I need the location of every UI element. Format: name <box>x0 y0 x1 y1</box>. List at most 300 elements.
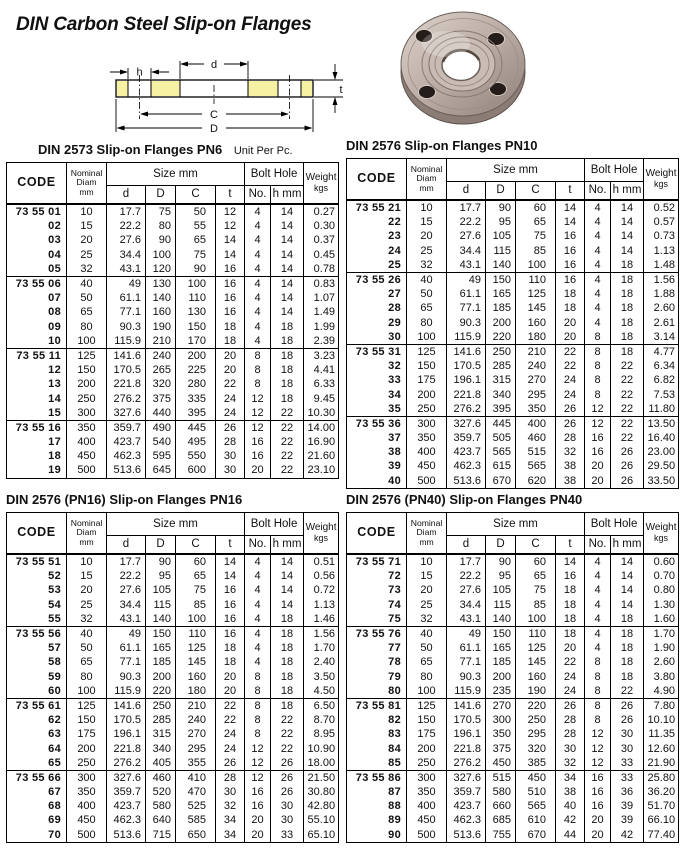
value-cell: 445 <box>486 416 516 431</box>
value-cell: 43.1 <box>107 262 146 277</box>
value-cell: 115.9 <box>107 334 146 349</box>
value-cell: 221.8 <box>447 741 486 755</box>
bolt-hole <box>488 33 505 46</box>
value-cell: 65 <box>67 655 107 669</box>
dim-label-c: C <box>210 109 218 121</box>
value-cell: 29.50 <box>644 459 679 473</box>
value-cell: 4 <box>245 334 271 349</box>
col-header-D: D <box>146 536 176 555</box>
col-header-nominal-diam <box>407 513 447 555</box>
value-cell: 150 <box>146 626 176 641</box>
table-row <box>7 583 339 597</box>
value-cell: 100 <box>146 248 176 262</box>
col-header-nominal-diam <box>407 159 447 201</box>
value-cell: 620 <box>516 474 556 489</box>
value-cell: 1.49 <box>304 305 339 319</box>
value-cell: 18 <box>611 258 644 273</box>
value-cell: 12 <box>216 204 245 219</box>
value-cell: 14 <box>271 262 304 277</box>
header-line: Nominal <box>410 518 443 529</box>
value-cell: 43.1 <box>447 612 486 627</box>
value-cell: 4 <box>585 200 611 215</box>
value-cell: 0.52 <box>644 200 679 215</box>
value-cell: 33 <box>611 770 644 785</box>
value-cell: 10 <box>67 204 107 219</box>
value-cell: 4.90 <box>644 684 679 699</box>
table-row <box>7 655 339 669</box>
highlight-segment <box>301 81 312 96</box>
col-header-bolt-hmm: h mm <box>271 536 304 555</box>
code-cell: 14 <box>7 391 67 405</box>
code-cell: 67 <box>7 785 67 799</box>
value-cell: 0.57 <box>644 215 679 229</box>
value-cell: 4 <box>585 229 611 243</box>
bolt-hole <box>490 83 507 96</box>
table-row <box>7 813 339 827</box>
value-cell: 12 <box>585 727 611 741</box>
value-cell: 14.00 <box>304 420 339 435</box>
value-cell: 25 <box>67 248 107 262</box>
value-cell: 20 <box>556 330 585 345</box>
value-cell: 18 <box>271 348 304 363</box>
value-cell: 8 <box>245 684 271 699</box>
value-cell: 440 <box>146 406 176 421</box>
code-cell: 84 <box>347 741 407 755</box>
code-cell: 65 <box>7 756 67 771</box>
value-cell: 4 <box>585 258 611 273</box>
value-cell: 645 <box>146 463 176 478</box>
value-cell: 20 <box>556 641 585 655</box>
value-cell: 30 <box>611 741 644 755</box>
value-cell: 51.70 <box>644 799 679 813</box>
value-cell: 175 <box>407 727 447 741</box>
value-cell: 16 <box>556 229 585 243</box>
table-row <box>7 828 339 843</box>
value-cell: 27.6 <box>107 233 146 247</box>
table-row <box>7 684 339 699</box>
code-cell: 73 55 26 <box>347 272 407 287</box>
value-cell: 22 <box>611 373 644 387</box>
value-cell: 4 <box>585 569 611 583</box>
code-cell: 73 55 11 <box>7 348 67 363</box>
flange-cross-section-diagram <box>98 48 348 148</box>
value-cell: 0.60 <box>644 554 679 569</box>
table-row <box>7 641 339 655</box>
value-cell: 8 <box>585 698 611 713</box>
value-cell: 250 <box>516 713 556 727</box>
code-cell: 80 <box>347 684 407 699</box>
value-cell: 400 <box>407 799 447 813</box>
code-cell: 73 55 21 <box>347 200 407 215</box>
value-cell: 150 <box>486 626 516 641</box>
code-cell: 03 <box>7 233 67 247</box>
value-cell: 20 <box>585 474 611 489</box>
value-cell: 40 <box>67 276 107 291</box>
value-cell: 22 <box>216 698 245 713</box>
value-cell: 450 <box>407 813 447 827</box>
table-row <box>7 799 339 813</box>
header-line: Diam <box>76 527 97 538</box>
table-row <box>347 626 679 641</box>
value-cell: 33.50 <box>644 474 679 489</box>
value-cell: 175 <box>67 727 107 741</box>
value-cell: 22.2 <box>447 215 486 229</box>
value-cell: 6.33 <box>304 377 339 391</box>
value-cell: 200 <box>67 377 107 391</box>
value-cell: 24 <box>216 727 245 741</box>
value-cell: 28 <box>556 713 585 727</box>
value-cell: 16 <box>556 272 585 287</box>
header-line: Nominal <box>410 164 443 175</box>
table-row <box>347 813 679 827</box>
code-cell: 09 <box>7 320 67 334</box>
value-cell: 715 <box>146 828 176 843</box>
value-cell: 8 <box>245 363 271 377</box>
value-cell: 1.70 <box>304 641 339 655</box>
value-cell: 2.60 <box>644 301 679 315</box>
table-row <box>347 459 679 473</box>
page-title: DIN Carbon Steel Slip-on Flanges <box>16 14 312 35</box>
value-cell: 4 <box>245 262 271 277</box>
table-row <box>347 402 679 417</box>
value-cell: 4 <box>585 641 611 655</box>
table-row <box>347 200 679 215</box>
table-row <box>7 262 339 277</box>
value-cell: 400 <box>516 416 556 431</box>
value-cell: 26 <box>611 474 644 489</box>
value-cell: 30 <box>271 813 304 827</box>
col-header-code: CODE <box>7 513 67 555</box>
value-cell: 30.80 <box>304 785 339 799</box>
value-cell: 22 <box>271 727 304 741</box>
table-row <box>7 219 339 233</box>
value-cell: 18 <box>556 626 585 641</box>
value-cell: 1.60 <box>644 612 679 627</box>
value-cell: 4 <box>585 554 611 569</box>
value-cell: 18 <box>556 287 585 301</box>
code-cell: 77 <box>347 641 407 655</box>
value-cell: 150 <box>407 359 447 373</box>
value-cell: 17.7 <box>447 200 486 215</box>
value-cell: 423.7 <box>447 445 486 459</box>
value-cell: 16 <box>585 799 611 813</box>
highlight-segment <box>117 81 128 96</box>
code-cell: 74 <box>347 598 407 612</box>
value-cell: 22 <box>556 655 585 669</box>
value-cell: 170.5 <box>107 363 146 377</box>
value-cell: 500 <box>67 463 107 478</box>
value-cell: 26 <box>611 713 644 727</box>
value-cell: 65 <box>516 215 556 229</box>
value-cell: 175 <box>407 373 447 387</box>
value-cell: 16 <box>585 770 611 785</box>
value-cell: 300 <box>67 770 107 785</box>
value-cell: 24 <box>556 373 585 387</box>
value-cell: 395 <box>176 406 216 421</box>
value-cell: 0.70 <box>644 569 679 583</box>
table-row <box>347 641 679 655</box>
value-cell: 25.80 <box>644 770 679 785</box>
value-cell: 38 <box>556 459 585 473</box>
value-cell: 610 <box>516 813 556 827</box>
table-row <box>347 569 679 583</box>
table-row <box>347 387 679 401</box>
value-cell: 18 <box>556 612 585 627</box>
value-cell: 4 <box>245 204 271 219</box>
highlight-segment <box>151 81 180 96</box>
value-cell: 141.6 <box>107 348 146 363</box>
value-cell: 16.90 <box>304 435 339 449</box>
value-cell: 60 <box>516 200 556 215</box>
value-cell: 10.90 <box>304 741 339 755</box>
value-cell: 36 <box>611 785 644 799</box>
value-cell: 61.1 <box>107 641 146 655</box>
value-cell: 1.88 <box>644 287 679 301</box>
value-cell: 26 <box>611 445 644 459</box>
value-cell: 350 <box>407 431 447 445</box>
value-cell: 4 <box>245 248 271 262</box>
value-cell: 20 <box>407 583 447 597</box>
value-cell: 16.40 <box>644 431 679 445</box>
value-cell: 6.34 <box>644 359 679 373</box>
col-header-nominal-diam <box>67 163 107 205</box>
table-title-text: DIN 2576 (PN40) Slip-on Flanges PN40 <box>346 492 583 507</box>
value-cell: 33 <box>271 828 304 843</box>
value-cell: 17.7 <box>107 554 146 569</box>
table-title-text: DIN 2576 (PN16) Slip-on Flanges PN16 <box>6 492 243 507</box>
code-cell: 39 <box>347 459 407 473</box>
value-cell: 4 <box>585 287 611 301</box>
value-cell: 14 <box>611 583 644 597</box>
value-cell: 220 <box>516 698 556 713</box>
code-cell: 30 <box>347 330 407 345</box>
value-cell: 18 <box>611 655 644 669</box>
value-cell: 27.6 <box>107 583 146 597</box>
table-row <box>347 554 679 569</box>
table-row <box>7 770 339 785</box>
code-cell: 69 <box>7 813 67 827</box>
value-cell: 145 <box>516 655 556 669</box>
value-cell: 359.7 <box>447 785 486 799</box>
value-cell: 20 <box>216 670 245 684</box>
value-cell: 150 <box>176 320 216 334</box>
value-cell: 14 <box>271 598 304 612</box>
value-cell: 1.56 <box>304 626 339 641</box>
code-cell: 62 <box>7 713 67 727</box>
code-cell: 73 55 16 <box>7 420 67 435</box>
code-cell: 15 <box>7 406 67 421</box>
value-cell: 180 <box>176 684 216 699</box>
value-cell: 0.37 <box>304 233 339 247</box>
dim-label-d: d <box>210 59 218 71</box>
value-cell: 14 <box>271 219 304 233</box>
value-cell: 2.39 <box>304 334 339 349</box>
col-header-weight <box>304 513 339 555</box>
value-cell: 110 <box>176 626 216 641</box>
col-header-d: d <box>107 186 146 205</box>
table-row <box>7 391 339 405</box>
value-cell: 250 <box>486 344 516 359</box>
col-header-d: d <box>447 536 486 555</box>
value-cell: 8 <box>585 713 611 727</box>
code-cell: 53 <box>7 583 67 597</box>
value-cell: 3.23 <box>304 348 339 363</box>
value-cell: 12 <box>245 420 271 435</box>
value-cell: 3.80 <box>644 670 679 684</box>
value-cell: 100 <box>176 612 216 627</box>
value-cell: 26 <box>216 420 245 435</box>
value-cell: 14 <box>611 569 644 583</box>
value-cell: 15 <box>67 219 107 233</box>
value-cell: 450 <box>67 449 107 463</box>
value-cell: 16 <box>245 785 271 799</box>
header-line: Weight <box>645 522 677 534</box>
value-cell: 16 <box>216 626 245 641</box>
value-cell: 130 <box>146 276 176 291</box>
value-cell: 270 <box>516 373 556 387</box>
value-cell: 30 <box>556 741 585 755</box>
value-cell: 18 <box>271 363 304 377</box>
value-cell: 1.13 <box>644 244 679 258</box>
value-cell: 18 <box>611 641 644 655</box>
value-cell: 90.3 <box>447 670 486 684</box>
value-cell: 50 <box>407 641 447 655</box>
table-title <box>6 492 338 509</box>
value-cell: 32 <box>67 262 107 277</box>
value-cell: 4 <box>245 626 271 641</box>
value-cell: 3.14 <box>644 330 679 345</box>
value-cell: 43.1 <box>107 612 146 627</box>
value-cell: 16 <box>556 258 585 273</box>
value-cell: 36.20 <box>644 785 679 799</box>
col-header-D: D <box>486 536 516 555</box>
value-cell: 21.50 <box>304 770 339 785</box>
value-cell: 105 <box>486 229 516 243</box>
value-cell: 170.5 <box>447 713 486 727</box>
value-cell: 15 <box>407 569 447 583</box>
value-cell: 32 <box>407 258 447 273</box>
value-cell: 355 <box>176 756 216 771</box>
value-cell: 30 <box>271 799 304 813</box>
value-cell: 18 <box>271 626 304 641</box>
value-cell: 150 <box>67 713 107 727</box>
value-cell: 18 <box>556 301 585 315</box>
value-cell: 18 <box>611 344 644 359</box>
value-cell: 85 <box>516 244 556 258</box>
table-title-text: DIN 2576 Slip-on Flanges PN10 <box>346 138 538 153</box>
value-cell: 24 <box>556 670 585 684</box>
value-cell: 4 <box>245 233 271 247</box>
table-row <box>7 463 339 478</box>
table-row <box>347 229 679 243</box>
value-cell: 0.72 <box>304 583 339 597</box>
value-cell: 1.48 <box>644 258 679 273</box>
value-cell: 90 <box>176 262 216 277</box>
value-cell: 423.7 <box>107 435 146 449</box>
value-cell: 150 <box>486 272 516 287</box>
value-cell: 240 <box>146 348 176 363</box>
value-cell: 540 <box>146 435 176 449</box>
value-cell: 18 <box>271 698 304 713</box>
value-cell: 285 <box>146 713 176 727</box>
value-cell: 650 <box>176 828 216 843</box>
value-cell: 8 <box>245 670 271 684</box>
value-cell: 18 <box>271 684 304 699</box>
value-cell: 8 <box>585 387 611 401</box>
value-cell: 30 <box>611 727 644 741</box>
value-cell: 28 <box>216 770 245 785</box>
value-cell: 100 <box>516 258 556 273</box>
value-cell: 18.00 <box>304 756 339 771</box>
value-cell: 26 <box>271 785 304 799</box>
value-cell: 0.73 <box>644 229 679 243</box>
value-cell: 4 <box>245 219 271 233</box>
value-cell: 1.90 <box>644 641 679 655</box>
value-cell: 32 <box>67 612 107 627</box>
value-cell: 15 <box>67 569 107 583</box>
value-cell: 125 <box>67 348 107 363</box>
col-header-size: Size mm <box>107 163 245 186</box>
value-cell: 100 <box>67 334 107 349</box>
value-cell: 200 <box>67 741 107 755</box>
value-cell: 565 <box>486 445 516 459</box>
value-cell: 14 <box>271 569 304 583</box>
value-cell: 12 <box>245 770 271 785</box>
col-header-C: C <box>176 186 216 205</box>
value-cell: 16 <box>216 598 245 612</box>
value-cell: 22.2 <box>107 219 146 233</box>
value-cell: 20 <box>585 813 611 827</box>
value-cell: 327.6 <box>107 406 146 421</box>
code-cell: 23 <box>347 229 407 243</box>
col-header-bolt-no: No. <box>585 536 611 555</box>
value-cell: 14 <box>216 233 245 247</box>
header-line: Weight <box>305 522 337 534</box>
value-cell: 110 <box>176 291 216 305</box>
value-cell: 490 <box>146 420 176 435</box>
value-cell: 24 <box>556 684 585 699</box>
code-cell: 04 <box>7 248 67 262</box>
value-cell: 160 <box>516 670 556 684</box>
value-cell: 462.3 <box>107 449 146 463</box>
col-header-t: t <box>556 182 585 201</box>
value-cell: 160 <box>516 316 556 330</box>
header-line: Nominal <box>70 518 103 529</box>
value-cell: 14 <box>271 204 304 219</box>
col-header-weight <box>644 159 679 201</box>
flange-table-pn16 <box>6 492 338 843</box>
table-row <box>347 445 679 459</box>
value-cell: 445 <box>176 420 216 435</box>
value-cell: 13.50 <box>644 416 679 431</box>
value-cell: 18 <box>271 334 304 349</box>
table-row <box>347 612 679 627</box>
value-cell: 77.1 <box>447 655 486 669</box>
value-cell: 240 <box>516 359 556 373</box>
value-cell: 50 <box>67 641 107 655</box>
code-cell: 55 <box>7 612 67 627</box>
value-cell: 185 <box>486 655 516 669</box>
col-header-t: t <box>556 536 585 555</box>
value-cell: 18 <box>216 334 245 349</box>
value-cell: 185 <box>486 301 516 315</box>
value-cell: 335 <box>176 391 216 405</box>
value-cell: 22 <box>556 344 585 359</box>
col-header-bolt-hole: Bolt Hole <box>585 159 644 182</box>
code-cell: 24 <box>347 244 407 258</box>
code-cell: 60 <box>7 684 67 699</box>
value-cell: 30 <box>216 785 245 799</box>
